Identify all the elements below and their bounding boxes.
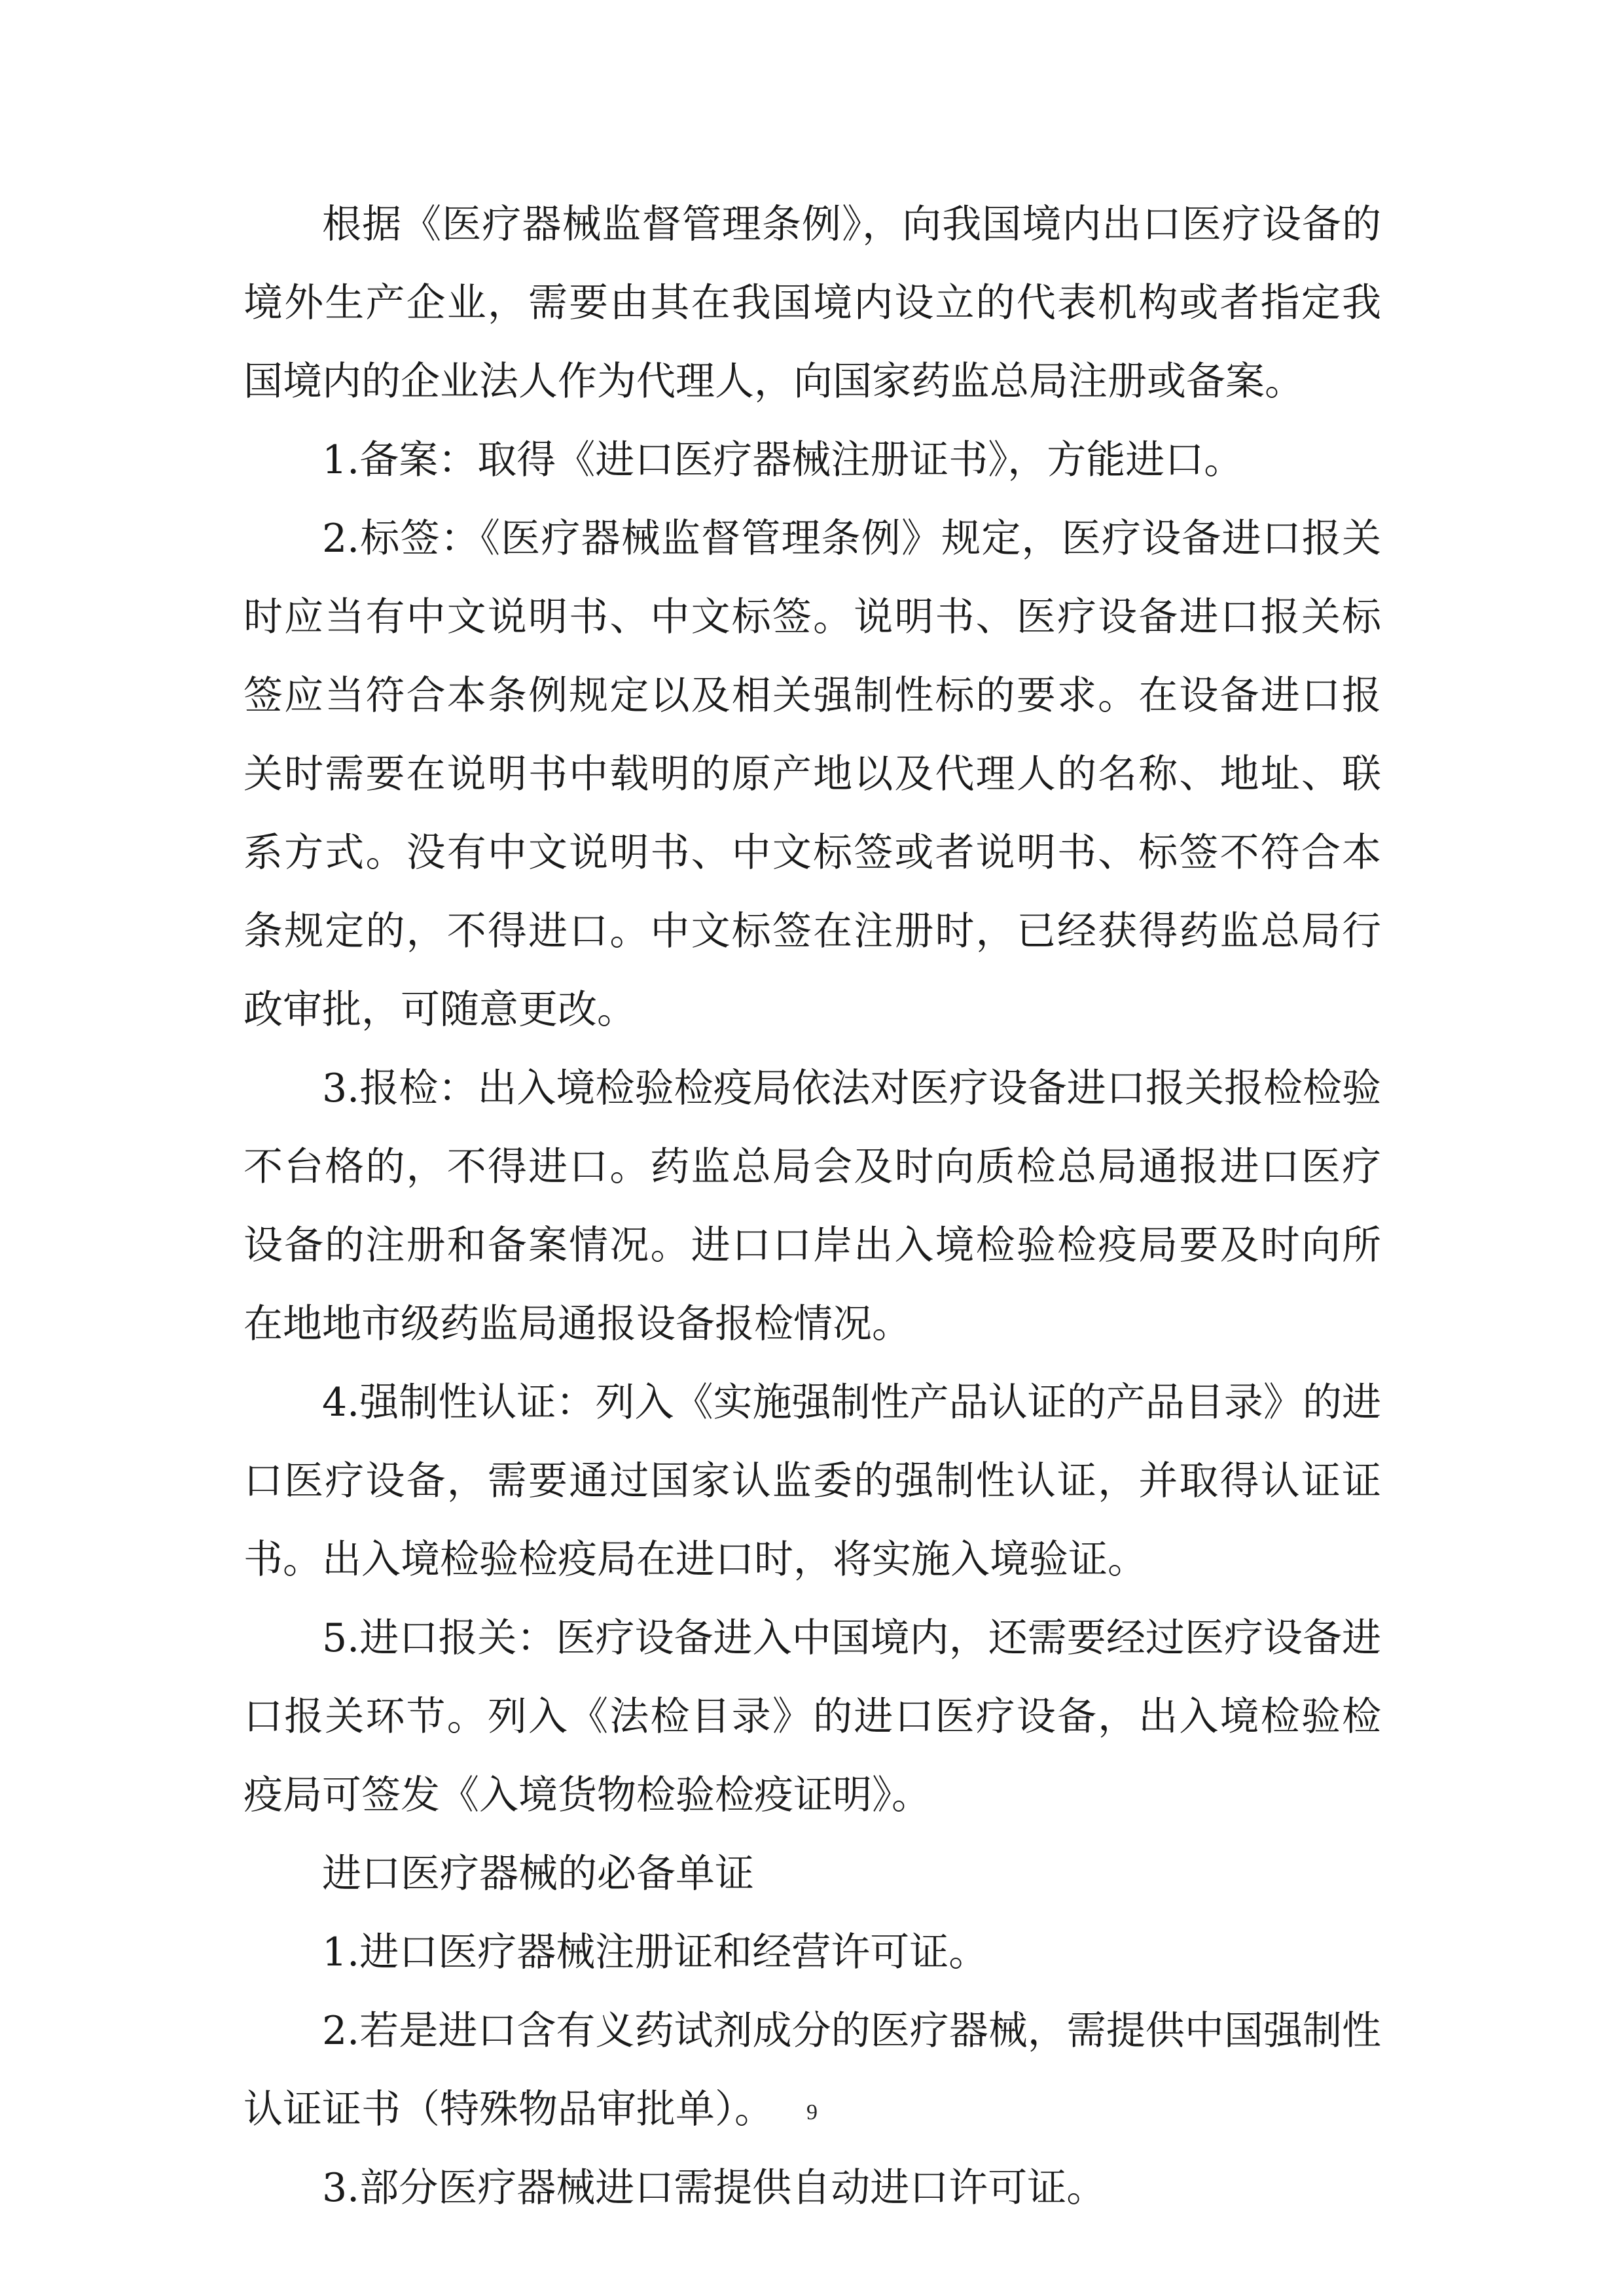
body-text xyxy=(244,185,1381,2227)
paragraph-certification: 4.强制性认证：列入《实施强制性产品认证的产品目录》的进口医疗设备，需要通过国家认监委的强制性认证，并取得认证证书。出入境检验检疫局在进口时，将实施入境验证。 xyxy=(244,1380,1381,1583)
paragraph-document-2: 2.若是进口含有义药试剂成分的医疗器械，需提供中国强制性认证证书（特殊物品审批单）。 xyxy=(244,2008,1381,2132)
paragraph-customs: 5.进口报关：医疗设备进入中国境内，还需要经过医疗设备进口报关环节。列入《法检目录》的进口医疗设备，出入境检验检疫局可签发《入境货物检验检疫证明》。 xyxy=(244,1615,1381,1818)
paragraph-inspection: 3.报检：出入境检验检疫局依法对医疗设备进口报关报检检验不台格的，不得进口。药监总局会及时向质检总局通报进口医疗设备的注册和备案情况。进口口岸出入境检验检疫局要及时向所在地地市级药监局通报设备报检情况。 xyxy=(244,1066,1381,1347)
paragraph-filing: 1.备案：取得《进口医疗器械注册证书》，方能进口。 xyxy=(322,437,1244,483)
paragraph-documents-heading: 进口医疗器械的必备单证 xyxy=(322,1851,754,1897)
paragraph-document-3: 3.部分医疗器械进口需提供自动进口许可证。 xyxy=(322,2165,1106,2211)
paragraph-intro: 根据《医疗器械监督管理条例》，向我国境内出口医疗设备的境外生产企业，需要由其在我国境内设立的代表机构或者指定我国境内的企业法人作为代理人，向国家药监总局注册或备案。 xyxy=(244,202,1381,404)
paragraph-document-1: 1.进口医疗器械注册证和经营许可证。 xyxy=(322,1929,988,1975)
paragraph-labeling: 2.标签：《医疗器械监督管理条例》规定，医疗设备进口报关时应当有中文说明书、中文标签。说明书、医疗设备进口报关标签应当符合本条例规定以及相关强制性标的要求。在设备进口报关时需要在说明书中载明的原产地以及代理人的名称、地址、联系方式。没有中文说明书、中文标签或者说明书、标签不符合本条规定的，不得进口。中文标签在注册时，已经获得药监总局行政审批，可随意更改。 xyxy=(244,516,1381,1033)
page-number: 9 xyxy=(806,2100,818,2125)
